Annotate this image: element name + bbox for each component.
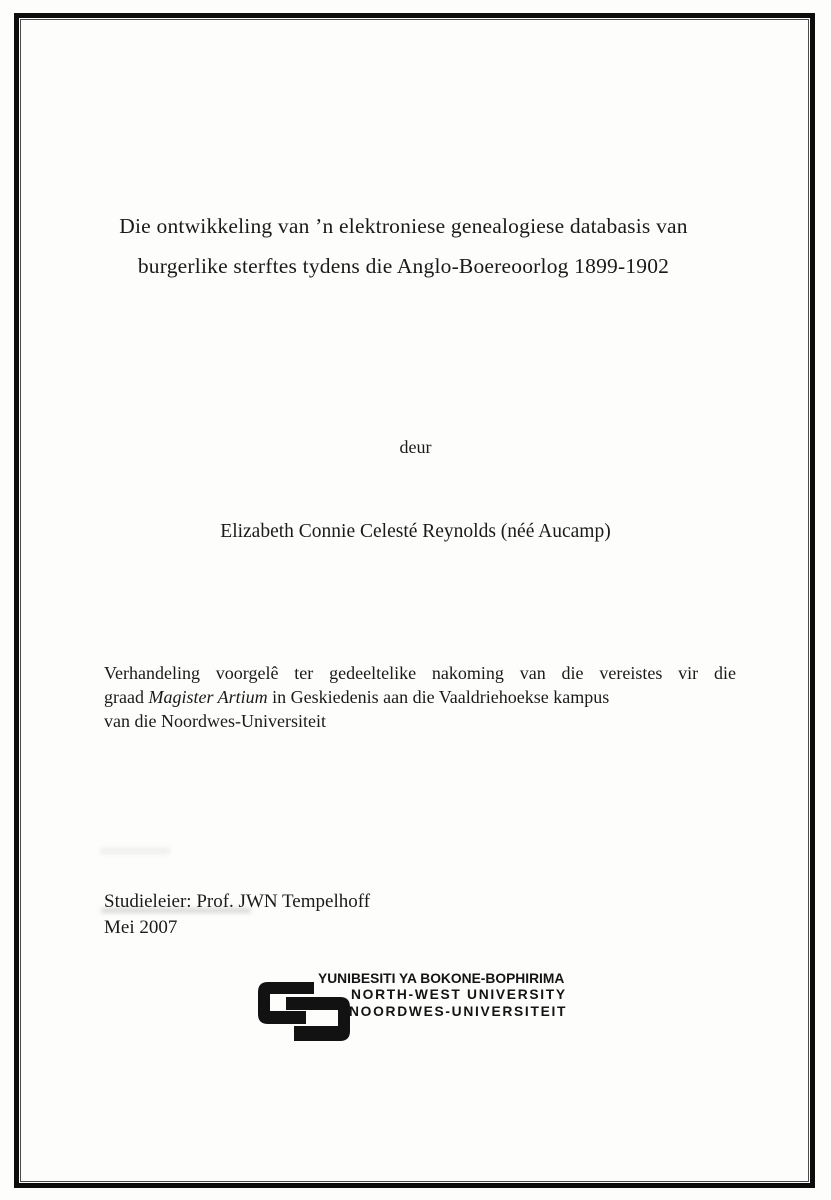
- degree-statement-line-2-prefix: graad: [104, 686, 149, 707]
- nwu-logo-text-line-2: NORTH-WEST UNIVERSITY: [351, 987, 567, 1003]
- scan-smudge: [100, 848, 170, 854]
- date-line: Mei 2007: [104, 916, 178, 938]
- nwu-logo-text-line-1: YUNIBESITI YA BOKONE-BOPHIRIMA: [318, 971, 565, 986]
- degree-name-italic: Magister Artium: [148, 686, 268, 707]
- degree-statement-line-3: van die Noordwes-Universiteit: [104, 710, 326, 731]
- thesis-title: [40, 206, 767, 286]
- byline-deur: deur: [399, 437, 432, 457]
- scan-smudge: [101, 908, 251, 913]
- thesis-title-line-1: Die ontwikkeling van ’n elektroniese genealogiese databasis van: [119, 214, 688, 238]
- degree-statement-line-2: [104, 686, 736, 710]
- nwu-logo-text: [318, 971, 588, 1020]
- supervisor-block: [104, 889, 370, 940]
- degree-statement-line-2-suffix: in Geskiedenis aan die Vaaldriehoekse kampus: [267, 686, 610, 707]
- degree-statement: [104, 662, 736, 733]
- author-name: Elizabeth Connie Celesté Reynolds (néé Aucamp): [220, 521, 611, 542]
- thesis-title-line-2: burgerlike sterftes tydens die Anglo-Boereoorlog 1899-1902: [137, 254, 670, 278]
- degree-statement-line-1: Verhandeling voorgelê ter gedeeltelike nakoming van die vereistes vir die: [104, 663, 736, 683]
- supervisor-line: Studieleier: Prof. JWN Tempelhoff: [104, 891, 371, 912]
- nwu-logo-text-line-3: NOORDWES-UNIVERSITEIT: [349, 1003, 568, 1019]
